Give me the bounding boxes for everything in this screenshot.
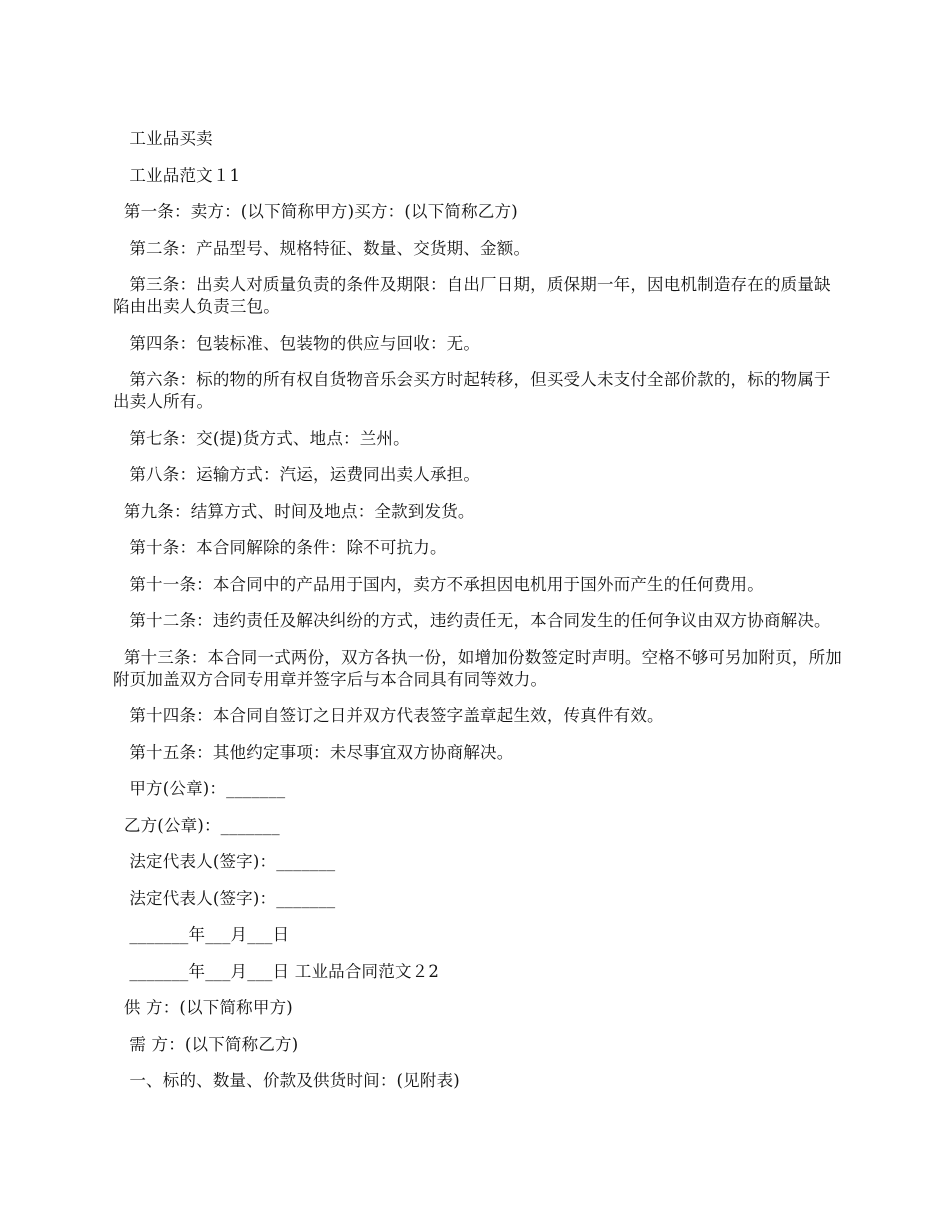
clause-1: 第一条：卖方：(以下简称甲方)买方：(以下简称乙方) (113, 202, 518, 221)
buyer-line: 需 方：(以下简称乙方) (113, 1034, 299, 1054)
clause-2: 第二条：产品型号、规格特征、数量、交货期、金额。 (113, 238, 531, 258)
clause-3: 第三条：出卖人对质量负责的条件及期限：自出厂日期，质保期一年，因电机制造存在的质量缺陷由出卖人负责三包。 (113, 275, 831, 316)
date-line-2: _______年___月___日 工业品合同范文２2 (113, 961, 440, 981)
doc-subtitle: 工业品范文１1 (113, 165, 241, 185)
clause-14: 第十四条：本合同自签订之日并双方代表签字盖章起生效，传真件有效。 (113, 706, 664, 725)
clause-13: 第十三条：本合同一式两份，双方各执一份，如增加份数签定时声明。空格不够可另加附页，所加附页加盖双方合同专用章并签字后与本合同具有同等效力。 (113, 647, 842, 689)
clause-11: 第十一条：本合同中的产品用于国内，卖方不承担因电机用于国外而产生的任何费用。 (113, 574, 764, 594)
party-a-seal: 甲方(公章)：_______ (113, 779, 286, 798)
clause-4: 第四条：包装标准、包装物的供应与回收：无。 (113, 333, 481, 353)
section-1: 一、标的、数量、价款及供货时间：(见附表) (113, 1071, 460, 1090)
legal-rep-signature-b: 法定代表人(签字)：_______ (113, 888, 336, 908)
clause-6: 第六条：标的物的所有权自货物音乐会买方时起转移，但买受人未支付全部价款的，标的物属于出卖人所有。 (113, 370, 831, 411)
date-line-1: _______年___月___日 (113, 925, 290, 944)
clause-8: 第八条：运输方式：汽运，运费同出卖人承担。 (113, 465, 481, 484)
clause-9: 第九条：结算方式、时间及地点：全款到发货。 (113, 501, 475, 521)
clause-12: 第十二条：违约责任及解决纠纷的方式，违约责任无，本合同发生的任何争议由双方协商解决。 (113, 611, 831, 630)
clause-7: 第七条：交(提)货方式、地点：兰州。 (113, 428, 410, 448)
supplier-line: 供 方：(以下简称甲方) (113, 998, 293, 1017)
legal-rep-signature-a: 法定代表人(签字)：_______ (113, 852, 336, 871)
party-b-seal: 乙方(公章)：_______ (113, 815, 280, 835)
clause-10: 第十条：本合同解除的条件：除不可抗力。 (113, 538, 447, 557)
clause-15: 第十五条：其他约定事项：未尽事宜双方协商解决。 (113, 742, 514, 762)
contract-text (113, 128, 843, 1107)
doc-title: 工业品买卖 (113, 129, 213, 148)
